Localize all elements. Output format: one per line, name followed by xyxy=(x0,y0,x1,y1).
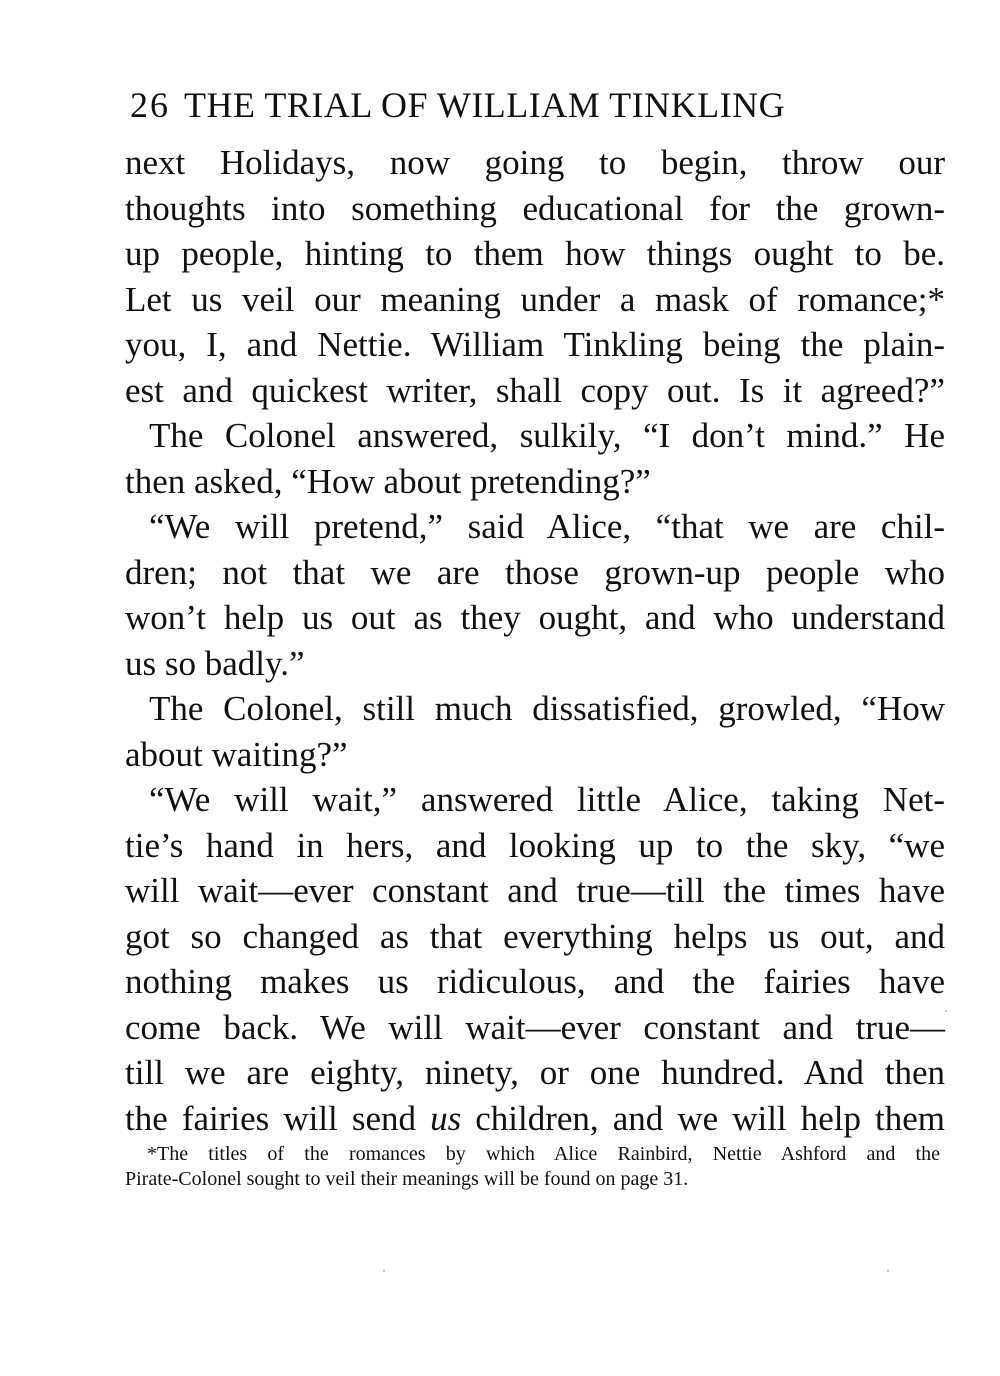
text-line: about waiting?” xyxy=(125,734,348,774)
text-line: up people, hinting to them how things ought to be. xyxy=(125,234,945,273)
footnote-line: Pirate-Colonel sought to veil their meanings will be found on page 31. xyxy=(125,1168,689,1190)
scan-speck xyxy=(383,1270,385,1272)
text-line: est and quickest writer, shall copy out. Is it agreed?” xyxy=(125,370,945,410)
text-line: us so badly.” xyxy=(125,643,305,683)
text-line: come back. We will wait—ever constant and true— xyxy=(125,1007,945,1047)
text-line: tie’s hand in hers, and looking up to the sky, “we xyxy=(125,825,945,865)
text-line: nothing makes us ridiculous, and the fairies have xyxy=(125,962,945,1001)
footnote-line: *The titles of the romances by which Alice Rainbird, Nettie Ashford and the xyxy=(147,1143,940,1165)
page-number: 26 xyxy=(130,85,170,125)
body-text xyxy=(125,140,945,1141)
scan-speck xyxy=(945,1010,947,1012)
scan-speck xyxy=(887,1270,889,1272)
text-line-emphasis xyxy=(125,1096,945,1142)
text-line: “We will pretend,” said Alice, “that we are chil- xyxy=(149,507,945,546)
text-line: got so changed as that everything helps us out, and xyxy=(125,916,945,956)
text-line: won’t help us out as they ought, and who understand xyxy=(125,598,945,637)
text-line: “We will wait,” answered little Alice, taking Net- xyxy=(149,780,945,819)
text-line: next Holidays, now going to begin, throw our xyxy=(125,143,945,182)
running-title: THE TRIAL OF WILLIAM TINKLING xyxy=(184,85,786,125)
footnote xyxy=(125,1142,940,1192)
text-line: thoughts into something educational for the grown- xyxy=(125,188,945,228)
text-line: then asked, “How about pretending?” xyxy=(125,461,651,501)
text-line: The Colonel, still much dissatisfied, growled, “How xyxy=(149,689,945,728)
text-line: will wait—ever constant and true—till the times have xyxy=(125,871,945,910)
emphasized-word: us xyxy=(430,1098,462,1138)
running-head xyxy=(130,84,910,126)
text-line: till we are eighty, ninety, or one hundred. And then xyxy=(125,1053,945,1092)
text-line: you, I, and Nettie. William Tinkling being the plain- xyxy=(125,325,945,364)
text-segment: children, and we will help them xyxy=(461,1098,946,1138)
text-line: The Colonel answered, sulkily, “I don’t mind.” He xyxy=(149,416,945,455)
text-segment: the fairies will send xyxy=(125,1098,431,1138)
text-line: Let us veil our meaning under a mask of romance;* xyxy=(125,279,945,319)
text-line: dren; not that we are those grown-up people who xyxy=(125,552,945,592)
